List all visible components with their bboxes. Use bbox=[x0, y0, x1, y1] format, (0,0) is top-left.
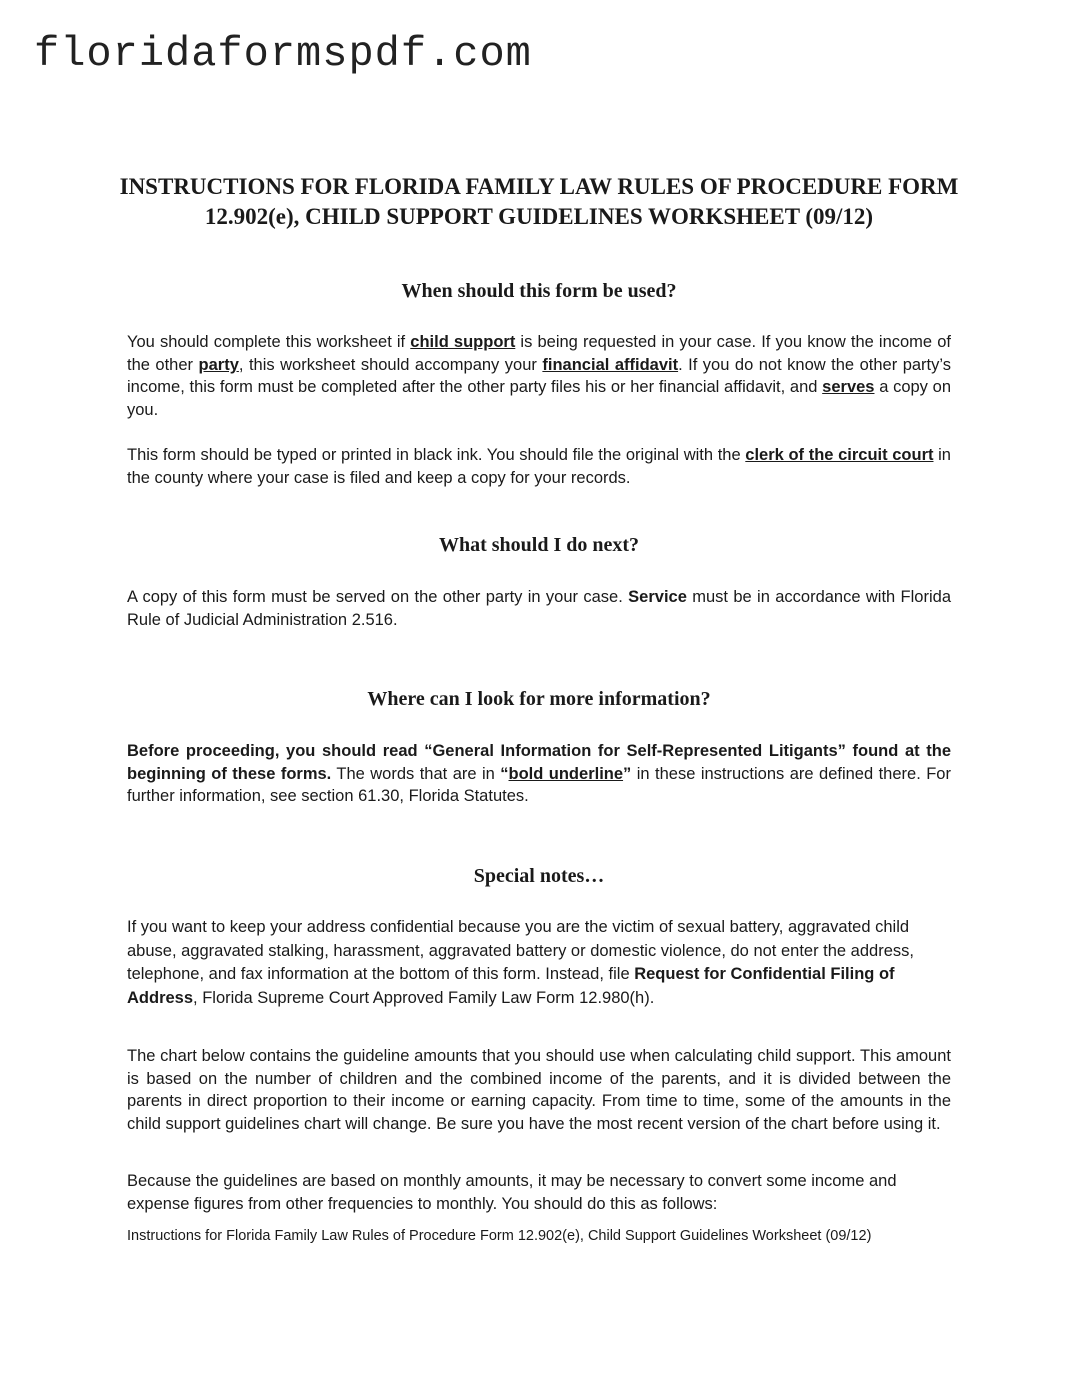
general-information-notice: Before proceeding, you should read “General Information for Self-Represented Litigants” found at the beginning of these forms. bbox=[127, 742, 951, 783]
form-request-confidential-filing: Request for Confidential Filing of Address bbox=[127, 965, 895, 1007]
paragraph-more-information: Before proceeding, you should read “General Information for Self-Represented Litigants” found at the beginning of these forms. The words that are in “bold underline” in these instructions are defined there. For further information, see section 61.30, Florida Statutes. bbox=[127, 742, 951, 806]
term-financial-affidavit: financial affidavit bbox=[542, 355, 679, 374]
term-child-support: child support bbox=[410, 333, 516, 351]
paragraph-guideline-chart: The chart below contains the guideline amounts that you should use when calculating child support. This amount is based on the number of children and the combined income of the parents, and it is divided between the parents in direct proportion to their income or earning capacity. From time to time, some of the amounts in the child support guidelines chart will change. Be sure you have the most recent version of the chart before using it. bbox=[127, 1047, 951, 1133]
term-party: party bbox=[198, 355, 239, 374]
watermark-site-name: floridaformspdf.com bbox=[34, 30, 532, 78]
paragraph-filing: This form should be typed or printed in black ink. You should file the original with the clerk of the circuit court in the county where your case is filed and keep a copy for your records. bbox=[127, 446, 951, 487]
title-line-1: INSTRUCTIONS FOR FLORIDA FAMILY LAW RULES OF PROCEDURE FORM bbox=[119, 174, 959, 199]
heading-special-notes: Special notes… bbox=[473, 865, 605, 887]
term-bold-underline: bold underline bbox=[508, 764, 624, 783]
paragraph-when-used: You should complete this worksheet if child support is being requested in your case. If you know the income of the other party, this worksheet should accompany your financial affidavit. If you do not know the other party’s income, this form must be completed after the other party files his or her financial affidavit, and serves a copy on you. bbox=[127, 333, 951, 419]
paragraph-monthly-conversion: Because the guidelines are based on monthly amounts, it may be necessary to convert some income and expense figures from other frequencies to monthly. You should do this as follows: bbox=[127, 1172, 897, 1213]
term-service: Service bbox=[628, 588, 687, 606]
term-clerk-of-circuit-court: clerk of the circuit court bbox=[745, 446, 934, 464]
heading-more-information: Where can I look for more information? bbox=[367, 688, 711, 710]
heading-what-next: What should I do next? bbox=[438, 534, 640, 556]
heading-when-used: When should this form be used? bbox=[401, 280, 677, 302]
term-serves: serves bbox=[822, 378, 875, 397]
paragraph-what-next: A copy of this form must be served on the other party in your case. Service must be in accordance with Florida Rule of Judicial Administration 2.516. bbox=[127, 588, 951, 629]
page-footer: Instructions for Florida Family Law Rules of Procedure Form 12.902(e), Child Support Guidelines Worksheet (09/12) bbox=[127, 1228, 872, 1244]
paragraph-confidential-address: If you want to keep your address confidential because you are the victim of sexual battery, aggravated child abuse, aggravated stalking, harassment, aggravated battery or domestic violence, do not enter the address, telephone, and fax information at the bottom of this form. Instead, file Request for Confidential Filing of Address, Florida Supreme Court Approved Family Law Form 12.980(h). bbox=[127, 918, 914, 1007]
document-title bbox=[100, 172, 978, 232]
title-line-2: 12.902(e), CHILD SUPPORT GUIDELINES WORKSHEET (09/12) bbox=[204, 204, 874, 229]
